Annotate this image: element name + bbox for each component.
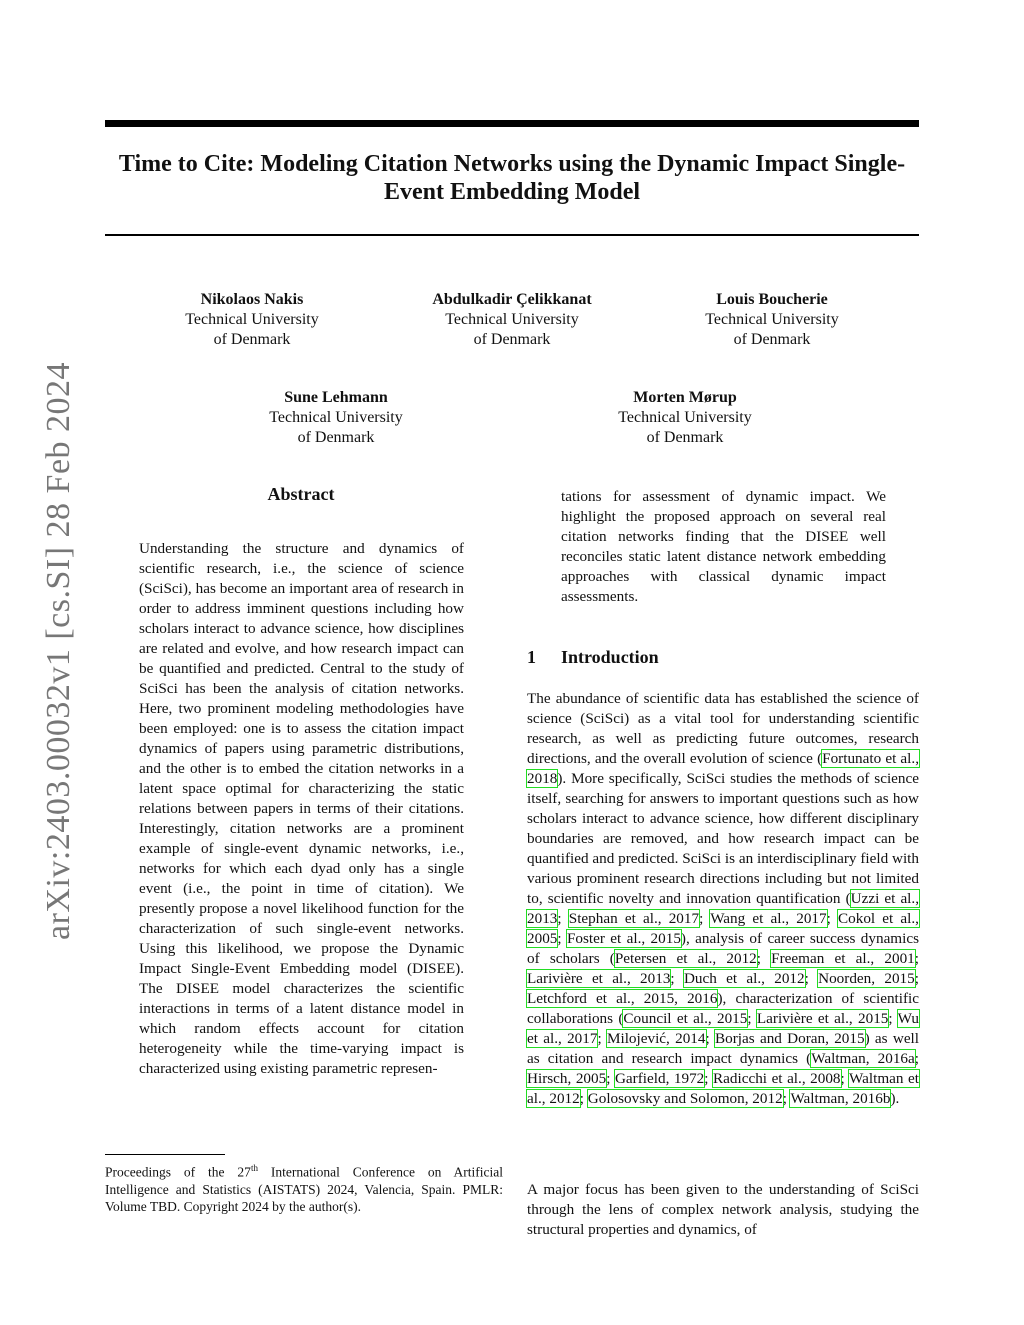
intro-paragraph bbox=[527, 689, 919, 1109]
separator: ; bbox=[804, 970, 819, 987]
separator: ; bbox=[747, 1010, 757, 1027]
footnote-rule bbox=[105, 1154, 225, 1155]
separator: ; bbox=[606, 1070, 615, 1087]
intro-text: The abundance of scientific data has established the science of science (SciSci) as a vital tool for understanding scientific research, as well as predicting future outcomes, research directions, and the overall evolution of science ( bbox=[527, 690, 919, 767]
separator: ; bbox=[914, 970, 919, 987]
citation-link[interactable]: Council et al., 2015 bbox=[623, 1010, 748, 1027]
citation-link[interactable]: Cokol et al., 2005 bbox=[527, 910, 919, 947]
section-title: Introduction bbox=[561, 647, 659, 667]
citation-link[interactable]: Waltman et al., 2012 bbox=[527, 1070, 919, 1107]
author-affiliation: of Denmark bbox=[646, 429, 724, 446]
separator: ; bbox=[557, 910, 569, 927]
citation-link[interactable]: Fortunato et al., 2018 bbox=[527, 750, 919, 787]
author-block bbox=[565, 388, 805, 448]
author-affiliation: Technical University bbox=[445, 311, 579, 328]
author-block bbox=[652, 290, 892, 350]
citation-link[interactable]: Wu et al., 2017 bbox=[527, 1010, 919, 1047]
intro-text: ). More specifically, SciSci studies the methods of science itself, searching for answers to important questions such as how scholars interact to advance science, how different disciplinary boundaries are removed, and how research impact can be quantified and predicted. SciSci is an interdisciplinary field with various prominent research directions including but not limited to, scientific novelty and innovation quantification ( bbox=[527, 770, 919, 907]
author-block bbox=[216, 388, 456, 448]
separator: ; bbox=[705, 1030, 716, 1047]
paper-title: Time to Cite: Modeling Citation Networks using the Dynamic Impact Single-Event Embedding Model bbox=[118, 151, 906, 205]
citation-link[interactable]: Larivière et al., 2015 bbox=[756, 1010, 889, 1027]
citation-link[interactable]: Garfield, 1972 bbox=[614, 1070, 705, 1087]
author-block bbox=[392, 290, 632, 350]
intro-text: ) as well as citation and research impact dynamics ( bbox=[527, 1030, 920, 1067]
separator: ; bbox=[826, 910, 838, 927]
footnote-superscript: th bbox=[250, 1163, 258, 1173]
citation-link[interactable]: Stephan et al., 2017 bbox=[568, 910, 700, 927]
intro-paragraph-2: A major focus has been given to the understanding of SciSci through the lens of complex network analysis, studying the structural properties and dynamics, of bbox=[527, 1181, 919, 1238]
citation-link[interactable]: Petersen et al., 2012 bbox=[614, 950, 757, 967]
separator: ; bbox=[888, 1010, 898, 1027]
separator: ; bbox=[557, 930, 567, 947]
author-name: Abdulkadir Çelikkanat bbox=[432, 291, 592, 308]
citation-link[interactable]: Larivière et al., 2013 bbox=[527, 970, 671, 987]
author-affiliation: Technical University bbox=[705, 311, 839, 328]
citation-link[interactable]: Waltman, 2016b bbox=[790, 1090, 891, 1107]
arxiv-identifier: arXiv:2403.00032v1 [cs.SI] 28 Feb 2024 bbox=[40, 361, 77, 940]
author-block bbox=[132, 290, 372, 350]
intro-text: ). bbox=[890, 1090, 900, 1107]
citation-link[interactable]: Milojević, 2014 bbox=[606, 1030, 706, 1047]
citation-link[interactable]: Noorden, 2015 bbox=[818, 970, 915, 987]
separator: ; bbox=[579, 1090, 588, 1107]
author-name: Morten Mørup bbox=[633, 389, 737, 406]
intro-text: ), analysis of career success dynamics of scholars ( bbox=[527, 930, 919, 967]
citation-link[interactable]: Waltman, 2016a bbox=[811, 1050, 915, 1067]
author-name: Sune Lehmann bbox=[284, 389, 388, 406]
separator: ; bbox=[914, 950, 919, 967]
abstract-heading: Abstract bbox=[267, 484, 335, 504]
citation-link[interactable]: Hirsch, 2005 bbox=[527, 1070, 607, 1087]
abstract-text: Understanding the structure and dynamics of scientific research, i.e., the science of science (SciSci), has become an important area of research in order to address imminent questions including how scholars interact to advance science, how disciplines are related and evolve, and how research impact can be quantified and predicted. Central to the study of SciSci has been the analysis of citation networks. Here, two prominent modeling methodologies have been employed: one is to assess the citation impact dynamics of papers using parametric distributions, and the other is to embed the citation networks in a latent space optimal for characterizing the static relations between papers in terms of their citations. Interestingly, citation networks are a prominent example of single-event dynamic networks, i.e., networks for which each dyad only has a single event (i.e., the point in time of citation). We presently propose a novel likelihood function for the characterization of such single-event networks. Using this likelihood, we propose the Dynamic Impact Single-Event Embedding model (DISEE). The DISEE model characterizes the scientific interactions in terms of a latent distance model in which random effects account for citation heterogeneity while the time-varying impact is characterized using existing parametric represen- bbox=[139, 540, 464, 1077]
citation-link[interactable]: Uzzi et al., 2013 bbox=[527, 890, 919, 927]
citation-link[interactable]: Borjas and Doran, 2015 bbox=[715, 1030, 865, 1047]
separator: ; bbox=[914, 1050, 919, 1067]
title-top-rule bbox=[105, 120, 919, 127]
author-affiliation: of Denmark bbox=[213, 331, 291, 348]
separator: ; bbox=[782, 1090, 791, 1107]
proceedings-footnote bbox=[105, 1160, 503, 1215]
separator: ; bbox=[597, 1030, 607, 1047]
citation-link[interactable]: Wang et al., 2017 bbox=[710, 910, 827, 927]
citation-link[interactable]: Golosovsky and Solomon, 2012 bbox=[587, 1090, 783, 1107]
author-affiliation: Technical University bbox=[185, 311, 319, 328]
author-affiliation: of Denmark bbox=[473, 331, 551, 348]
section-heading bbox=[527, 647, 659, 668]
separator: ; bbox=[840, 1070, 850, 1087]
author-affiliation: of Denmark bbox=[733, 331, 811, 348]
separator: ; bbox=[756, 950, 772, 967]
citation-link[interactable]: Foster et al., 2015 bbox=[566, 930, 681, 947]
separator: ; bbox=[704, 1070, 714, 1087]
citation-link[interactable]: Letchford et al., 2015, 2016 bbox=[527, 990, 718, 1007]
author-name: Louis Boucherie bbox=[716, 291, 828, 308]
intro-text: ), characterization of scientific collaborations ( bbox=[527, 990, 919, 1027]
footnote-text: International Conference on Artificial Intelligence and Statistics (AISTATS) 2024, Valencia, Spain. PMLR: Volume TBD. Copyright 2024 by the author(s). bbox=[105, 1164, 503, 1214]
author-affiliation: of Denmark bbox=[297, 429, 375, 446]
citation-link[interactable]: Duch et al., 2012 bbox=[683, 970, 805, 987]
citation-link[interactable]: Freeman et al., 2001 bbox=[771, 950, 915, 967]
author-affiliation: Technical University bbox=[618, 409, 752, 426]
separator: ; bbox=[670, 970, 684, 987]
separator: ; bbox=[699, 910, 711, 927]
section-number: 1 bbox=[527, 647, 536, 667]
citation-link[interactable]: Radicchi et al., 2008 bbox=[713, 1070, 841, 1087]
author-name: Nikolaos Nakis bbox=[200, 291, 304, 308]
abstract-text-continued: tations for assessment of dynamic impact. We highlight the proposed approach on several real citation networks finding that the DISEE well reconciles static latent distance network embedding approaches with classical dynamic impact assessments. bbox=[561, 488, 886, 605]
footnote-text: Proceedings of the 27 bbox=[105, 1164, 251, 1180]
title-bottom-rule bbox=[105, 234, 919, 236]
author-affiliation: Technical University bbox=[269, 409, 403, 426]
